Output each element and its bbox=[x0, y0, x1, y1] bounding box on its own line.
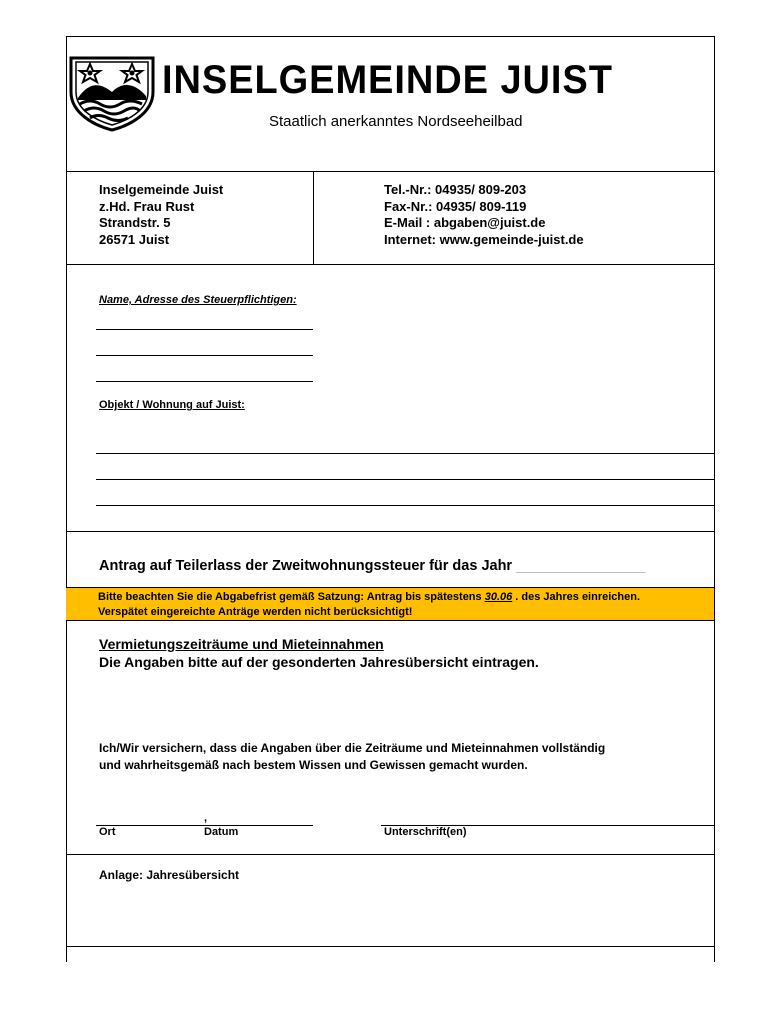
contact-tel: Tel.-Nr.: 04935/ 809-203 bbox=[384, 182, 527, 197]
divider bbox=[66, 531, 714, 532]
page-subtitle: Staatlich anerkanntes Nordseeheilbad bbox=[269, 113, 523, 130]
notice-line-2: Verspätet eingereichte Anträge werden nicht berücksichtigt! bbox=[98, 606, 413, 618]
contact-email[interactable]: E-Mail : abgaben@juist.de bbox=[384, 215, 546, 230]
recipient-street: Strandstr. 5 bbox=[99, 215, 171, 230]
year-blank[interactable]: ________________ bbox=[516, 558, 646, 574]
coat-of-arms-icon bbox=[68, 54, 156, 132]
notice-line-1: Bitte beachten Sie die Abgabefrist gemäß Satzung: Antrag bis spätestens 30.06 . des Jahres einreichen. bbox=[98, 591, 641, 603]
recipient-attn: z.Hd. Frau Rust bbox=[99, 198, 195, 214]
rental-heading: Vermietungszeiträume und Mieteinnahmen bbox=[99, 636, 384, 652]
deadline-date: 30.06 bbox=[484, 591, 513, 603]
comma: , bbox=[204, 812, 208, 824]
recipient-name: Inselgemeinde Juist bbox=[99, 182, 224, 197]
page-title: INSELGEMEINDE JUIST bbox=[162, 58, 613, 102]
recipient-address bbox=[99, 182, 223, 248]
contact-fax: Fax-Nr.: 04935/ 809-119 bbox=[384, 198, 527, 214]
object-line-2[interactable] bbox=[96, 479, 714, 480]
object-line-3[interactable] bbox=[96, 505, 714, 506]
place-label: Ort bbox=[99, 826, 116, 838]
contact-block bbox=[384, 182, 584, 248]
divider bbox=[66, 171, 714, 172]
taxpayer-line-2[interactable] bbox=[96, 355, 313, 356]
application-title-text: Antrag auf Teilerlass der Zweitwohnungssteuer für das Jahr bbox=[99, 558, 513, 574]
form-frame bbox=[66, 36, 715, 962]
taxpayer-label: Name, Adresse des Steuerpflichtigen: bbox=[99, 294, 297, 306]
attachment-note: Anlage: Jahresübersicht bbox=[99, 868, 240, 882]
divider bbox=[66, 264, 714, 265]
contact-internet[interactable]: Internet: www.gemeinde-juist.de bbox=[384, 231, 584, 247]
deadline-notice bbox=[66, 587, 714, 621]
object-line-1[interactable] bbox=[96, 453, 714, 454]
date-label: Datum bbox=[204, 826, 239, 838]
taxpayer-line-1[interactable] bbox=[96, 329, 313, 330]
rental-subheading: Die Angaben bitte auf der gesonderten Jahresübersicht eintragen. bbox=[99, 654, 539, 670]
signature-label: Unterschrift(en) bbox=[384, 826, 467, 838]
divider bbox=[66, 854, 714, 855]
divider bbox=[66, 946, 714, 947]
declaration: Ich/Wir versichern, dass die Angaben über die Zeiträume und Mieteinnahmen vollständig und wahrheitsgemäß nach bestem Wissen und Gewissen gemacht wurden. bbox=[99, 741, 606, 772]
taxpayer-line-3[interactable] bbox=[96, 381, 313, 382]
vertical-divider bbox=[313, 171, 314, 264]
object-label: Objekt / Wohnung auf Juist: bbox=[99, 399, 245, 411]
recipient-city: 26571 Juist bbox=[99, 231, 170, 247]
application-title bbox=[99, 558, 645, 574]
